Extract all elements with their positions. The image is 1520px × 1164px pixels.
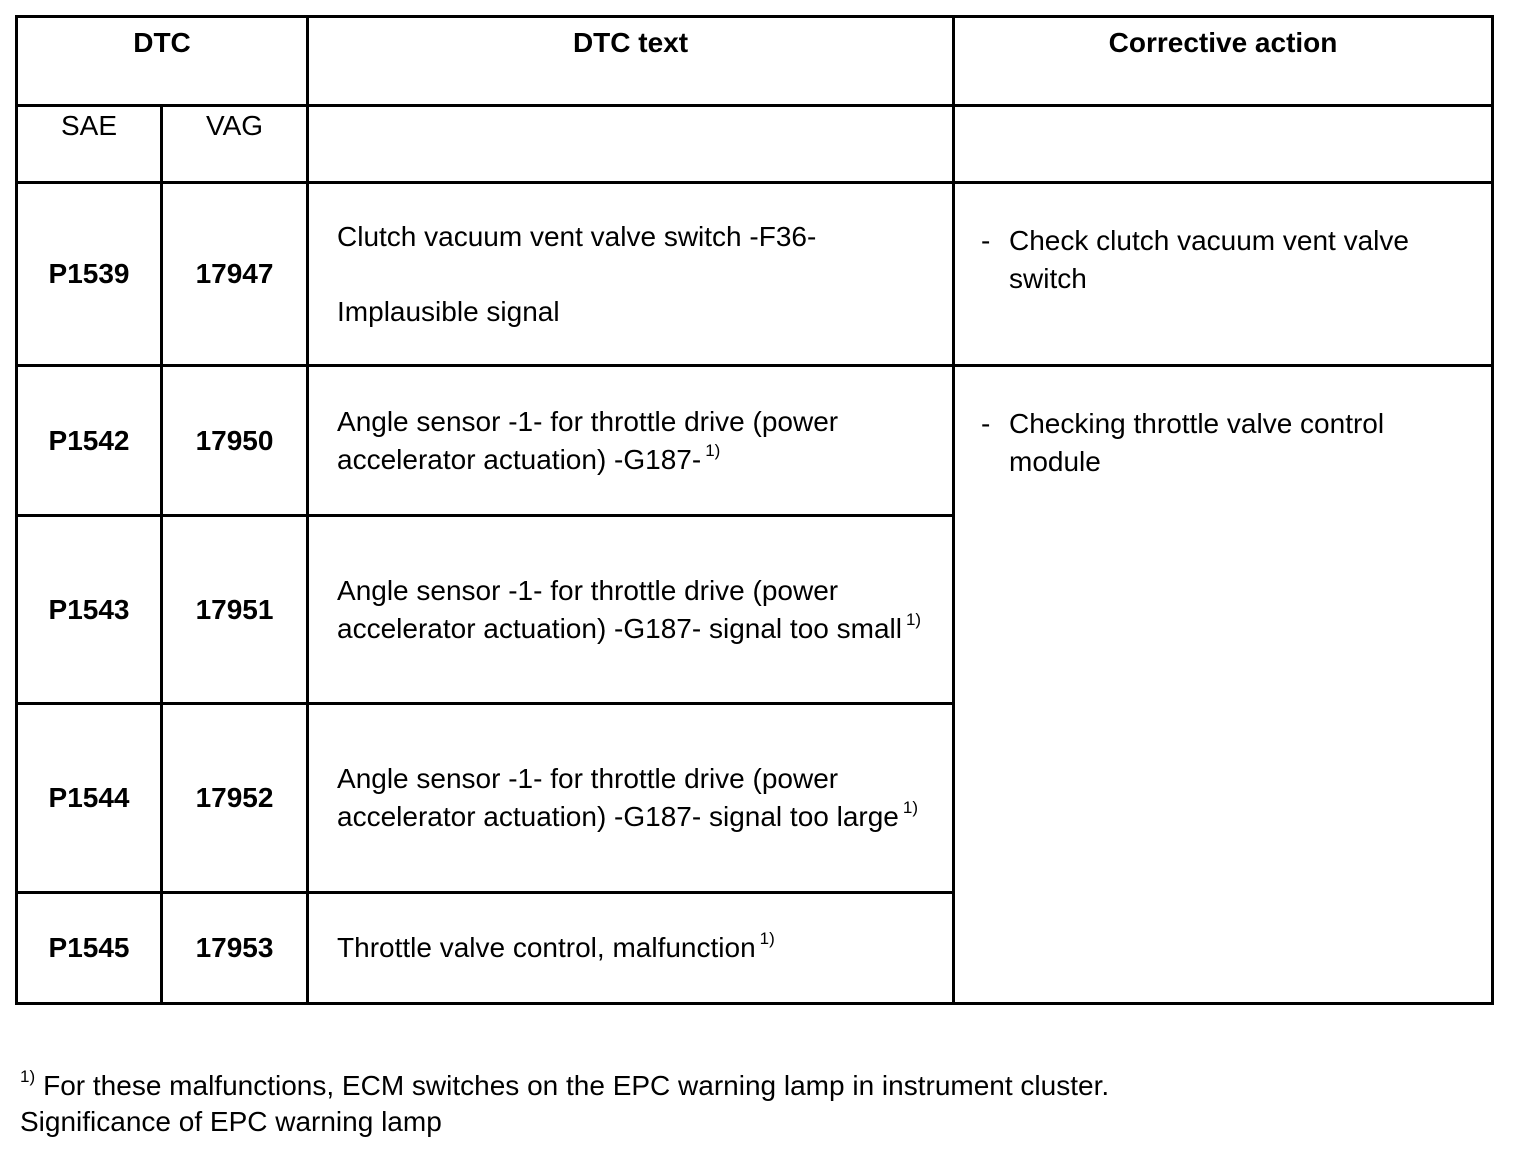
- dtc-table: [15, 15, 1494, 1005]
- footnote-marker: 1): [905, 609, 922, 629]
- corrective-action-cell: [954, 183, 1493, 366]
- corrective-action-text: Checking throttle valve control module: [1009, 408, 1385, 477]
- header-dtc-text: DTC text: [308, 17, 954, 106]
- dtc-table-container: [15, 15, 1491, 1005]
- sae-code: P1539: [17, 183, 162, 366]
- bullet-dash: -: [981, 408, 991, 439]
- table-row: [17, 183, 1493, 366]
- footnote-text: For these malfunctions, ECM switches on the EPC warning lamp in instrument cluster.: [43, 1070, 1110, 1101]
- dtc-text: Angle sensor -1- for throttle drive (power accelerator actuation) -G187- signal too large: [337, 763, 899, 832]
- dtc-text-cell: [308, 516, 954, 704]
- sae-code: P1545: [17, 893, 162, 1004]
- sae-code: P1544: [17, 704, 162, 893]
- footnote-marker: 1): [20, 1067, 36, 1086]
- dtc-text-cell: [308, 183, 954, 366]
- dtc-text: Clutch vacuum vent valve switch -F36-: [337, 220, 817, 252]
- corrective-action-cell: [954, 366, 1493, 1004]
- vag-code: 17947: [162, 183, 308, 366]
- table-row: [17, 366, 1493, 516]
- subheader-text-empty: [308, 106, 954, 183]
- footnote: [20, 1068, 1500, 1140]
- sae-code: P1542: [17, 366, 162, 516]
- epc-warning-lamp-link[interactable]: Significance of EPC warning lamp: [20, 1106, 442, 1137]
- dtc-text-cell: [308, 366, 954, 516]
- subheader-action-empty: [954, 106, 1493, 183]
- vag-code: 17950: [162, 366, 308, 516]
- subheader-row: [17, 106, 1493, 183]
- subheader-sae: SAE: [17, 106, 162, 183]
- subheader-vag: VAG: [162, 106, 308, 183]
- dtc-text-cell: [308, 893, 954, 1004]
- header-dtc: DTC: [17, 17, 308, 106]
- corrective-action-item: [981, 405, 1475, 481]
- dtc-text-detail: Implausible signal: [337, 295, 560, 327]
- corrective-action-item: [981, 222, 1475, 298]
- bullet-dash: -: [981, 225, 991, 256]
- corrective-action-text: Check clutch vacuum vent valve switch: [1009, 225, 1409, 294]
- footnote-marker: 1): [759, 929, 775, 948]
- vag-code: 17952: [162, 704, 308, 893]
- vag-code: 17951: [162, 516, 308, 704]
- footnote-marker: 1): [705, 440, 721, 460]
- dtc-text-cell: [308, 704, 954, 893]
- footnote-line: [20, 1068, 1500, 1104]
- dtc-text: Angle sensor -1- for throttle drive (power accelerator actuation) -G187-: [337, 405, 839, 475]
- vag-code: 17953: [162, 893, 308, 1004]
- header-corrective-action: Corrective action: [954, 17, 1493, 106]
- dtc-text: Throttle valve control, malfunction: [337, 932, 756, 963]
- dtc-text: Angle sensor -1- for throttle drive (power accelerator actuation) -G187- signal too small: [337, 574, 902, 644]
- footnote-marker: 1): [902, 798, 918, 817]
- sae-code: P1543: [17, 516, 162, 704]
- header-row: [17, 17, 1493, 106]
